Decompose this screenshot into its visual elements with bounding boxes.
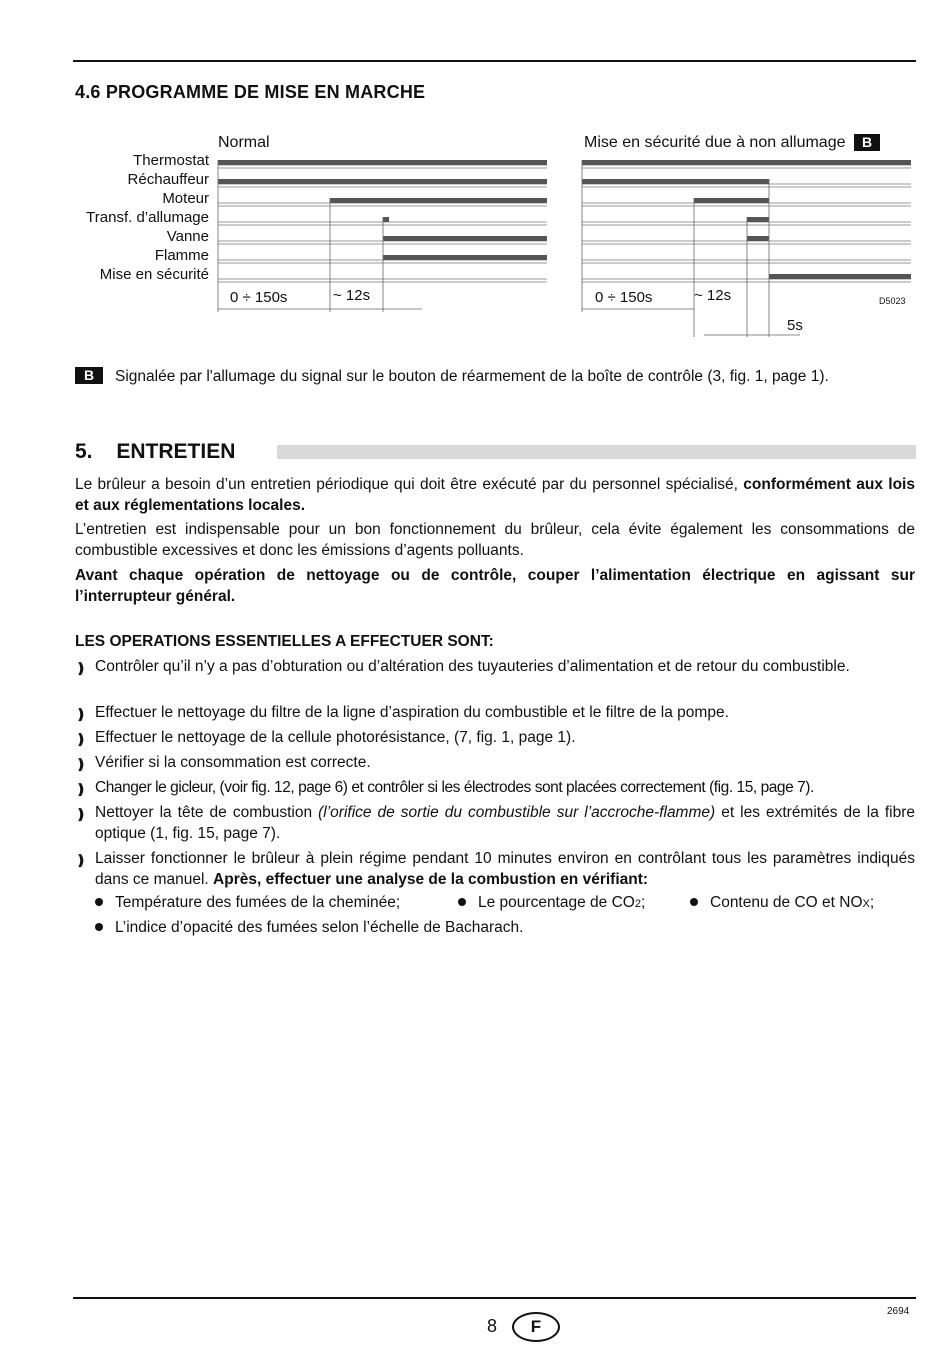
section-heading-5 bbox=[75, 440, 235, 464]
list-item-text: Effectuer le nettoyage du filtre de la ligne d’aspiration du combustible et le filtre de la pompe. bbox=[95, 704, 729, 721]
row-label-securite: Mise en sécurité bbox=[99, 266, 209, 283]
row-label-transformer: Transf. d’allumage bbox=[86, 209, 209, 226]
right-time-2: ~ 12s bbox=[694, 287, 732, 304]
diagram-code: D5023 bbox=[879, 296, 906, 306]
row-label-flamme: Flamme bbox=[154, 247, 209, 264]
diagram-left-title: Normal bbox=[218, 134, 270, 151]
list-item-text: Changer le gicleur, (voir fig. 12, page 6) et contrôler si les électrodes sont placées correctement (fig. 15, page 7). bbox=[95, 779, 814, 796]
list-item bbox=[75, 752, 915, 773]
item6-text: Nettoyer la tête de combustion bbox=[95, 804, 319, 821]
check-item-1 bbox=[95, 894, 400, 912]
list-item bbox=[75, 802, 915, 844]
row-label-moteur: Moteur bbox=[162, 190, 209, 207]
bullet-mark-icon: ❫ bbox=[75, 806, 87, 822]
row-label-thermostat: Thermostat bbox=[133, 152, 209, 169]
bullet-dot-icon bbox=[690, 898, 698, 906]
list-item-text: Vérifier si la consommation est correcte. bbox=[95, 754, 371, 771]
item7-bold: Après, effectuer une analyse de la combustion en vérifiant: bbox=[213, 871, 649, 888]
section-5-number: 5. bbox=[75, 440, 93, 463]
list-item-text: Effectuer le nettoyage de la cellule photorésistance, (7, fig. 1, page 1). bbox=[95, 729, 576, 746]
heading-bar bbox=[277, 445, 916, 459]
item6-text-end: et les extrémités de la fibre optique (1, fig. 15, page 7). bbox=[95, 804, 915, 842]
list-item-text bbox=[95, 848, 915, 890]
note-b bbox=[75, 367, 925, 385]
item6-italic: (l’orifice de sortie du combustible sur l’accroche-flamme) bbox=[318, 804, 716, 821]
check-text: Contenu de CO et NO bbox=[710, 894, 863, 911]
check-subscript: X bbox=[862, 898, 870, 910]
section-5-title: ENTRETIEN bbox=[116, 440, 236, 463]
note-badge: B bbox=[75, 367, 103, 384]
bottom-rule bbox=[73, 1297, 916, 1299]
language-badge: F bbox=[512, 1312, 560, 1342]
list-item bbox=[75, 727, 915, 748]
row-label-vanne: Vanne bbox=[166, 228, 209, 245]
paragraph-1-bold: conformément aux lois et aux réglementations locales. bbox=[75, 476, 915, 514]
bullet-dot-icon bbox=[458, 898, 466, 906]
check-item-3 bbox=[690, 894, 874, 912]
right-time-1: 0 ÷ 150s bbox=[595, 289, 653, 306]
list-item bbox=[75, 848, 915, 890]
left-time-1: 0 ÷ 150s bbox=[230, 289, 288, 306]
bullet-mark-icon: ❫ bbox=[75, 852, 87, 868]
list-item bbox=[75, 702, 915, 723]
check-item-2 bbox=[458, 894, 645, 912]
check-text: L’indice d’opacité des fumées selon l’échelle de Bacharach. bbox=[115, 919, 524, 936]
paragraph-2: L’entretien est indispensable pour un bon fonctionnement du brûleur, cela évite également les consommations de combustible excessives et donc les émissions d’agents polluants. bbox=[75, 521, 915, 559]
item7-text: Laisser fonctionner le brûleur à plein régime pendant 10 minutes environ en contrôlant tous les paramètres indiqués dans ce manuel. bbox=[95, 850, 915, 888]
check-text-end: ; bbox=[640, 894, 646, 911]
section-heading-4-6: 4.6 PROGRAMME DE MISE EN MARCHE bbox=[75, 82, 426, 102]
note-text: Signalée par l'allumage du signal sur le bouton de réarmement de la boîte de contrôle (3, fig. 1, page 1). bbox=[115, 368, 829, 385]
right-time-3: 5s bbox=[787, 317, 803, 334]
list-item-text: Contrôler qu’il n’y a pas d’obturation ou d’altération des tuyauteries d’alimentation et de retour du combustible. bbox=[95, 658, 850, 675]
operations-title: LES OPERATIONS ESSENTIELLES A EFFECTUER SONT: bbox=[75, 633, 494, 650]
check-subscript: 2 bbox=[634, 898, 641, 910]
bullet-mark-icon: ❫ bbox=[75, 660, 87, 676]
check-text: Température des fumées de la cheminée; bbox=[115, 894, 401, 911]
timing-diagram bbox=[0, 0, 950, 345]
page-number: 8 bbox=[487, 1316, 498, 1336]
check-text-end: ; bbox=[869, 894, 875, 911]
diagram-right-title-text: Mise en sécurité due à non allumage bbox=[584, 134, 846, 151]
document-code: 2694 bbox=[887, 1306, 910, 1317]
left-time-2: ~ 12s bbox=[333, 287, 371, 304]
list-item bbox=[75, 777, 915, 798]
diagram-badge: B bbox=[854, 134, 880, 151]
bullet-mark-icon: ❫ bbox=[75, 731, 87, 747]
bullet-mark-icon: ❫ bbox=[75, 781, 87, 797]
check-item-4 bbox=[95, 919, 523, 937]
paragraph-3: Avant chaque opération de nettoyage ou de contrôle, couper l’alimentation électrique en agissant sur l’interrupteur général. bbox=[75, 567, 915, 605]
check-text: Le pourcentage de CO bbox=[478, 894, 635, 911]
list-item bbox=[75, 656, 915, 677]
list-item-text bbox=[95, 802, 915, 844]
bullet-dot-icon bbox=[95, 923, 103, 931]
bullet-mark-icon: ❫ bbox=[75, 756, 87, 772]
paragraph-1 bbox=[75, 474, 915, 516]
row-label-rechauffeur: Réchauffeur bbox=[127, 171, 209, 188]
bullet-dot-icon bbox=[95, 898, 103, 906]
bullet-mark-icon: ❫ bbox=[75, 706, 87, 722]
paragraph-1-text: Le brûleur a besoin d’un entretien périodique qui doit être exécuté par du personnel spécialisé, bbox=[75, 476, 744, 493]
